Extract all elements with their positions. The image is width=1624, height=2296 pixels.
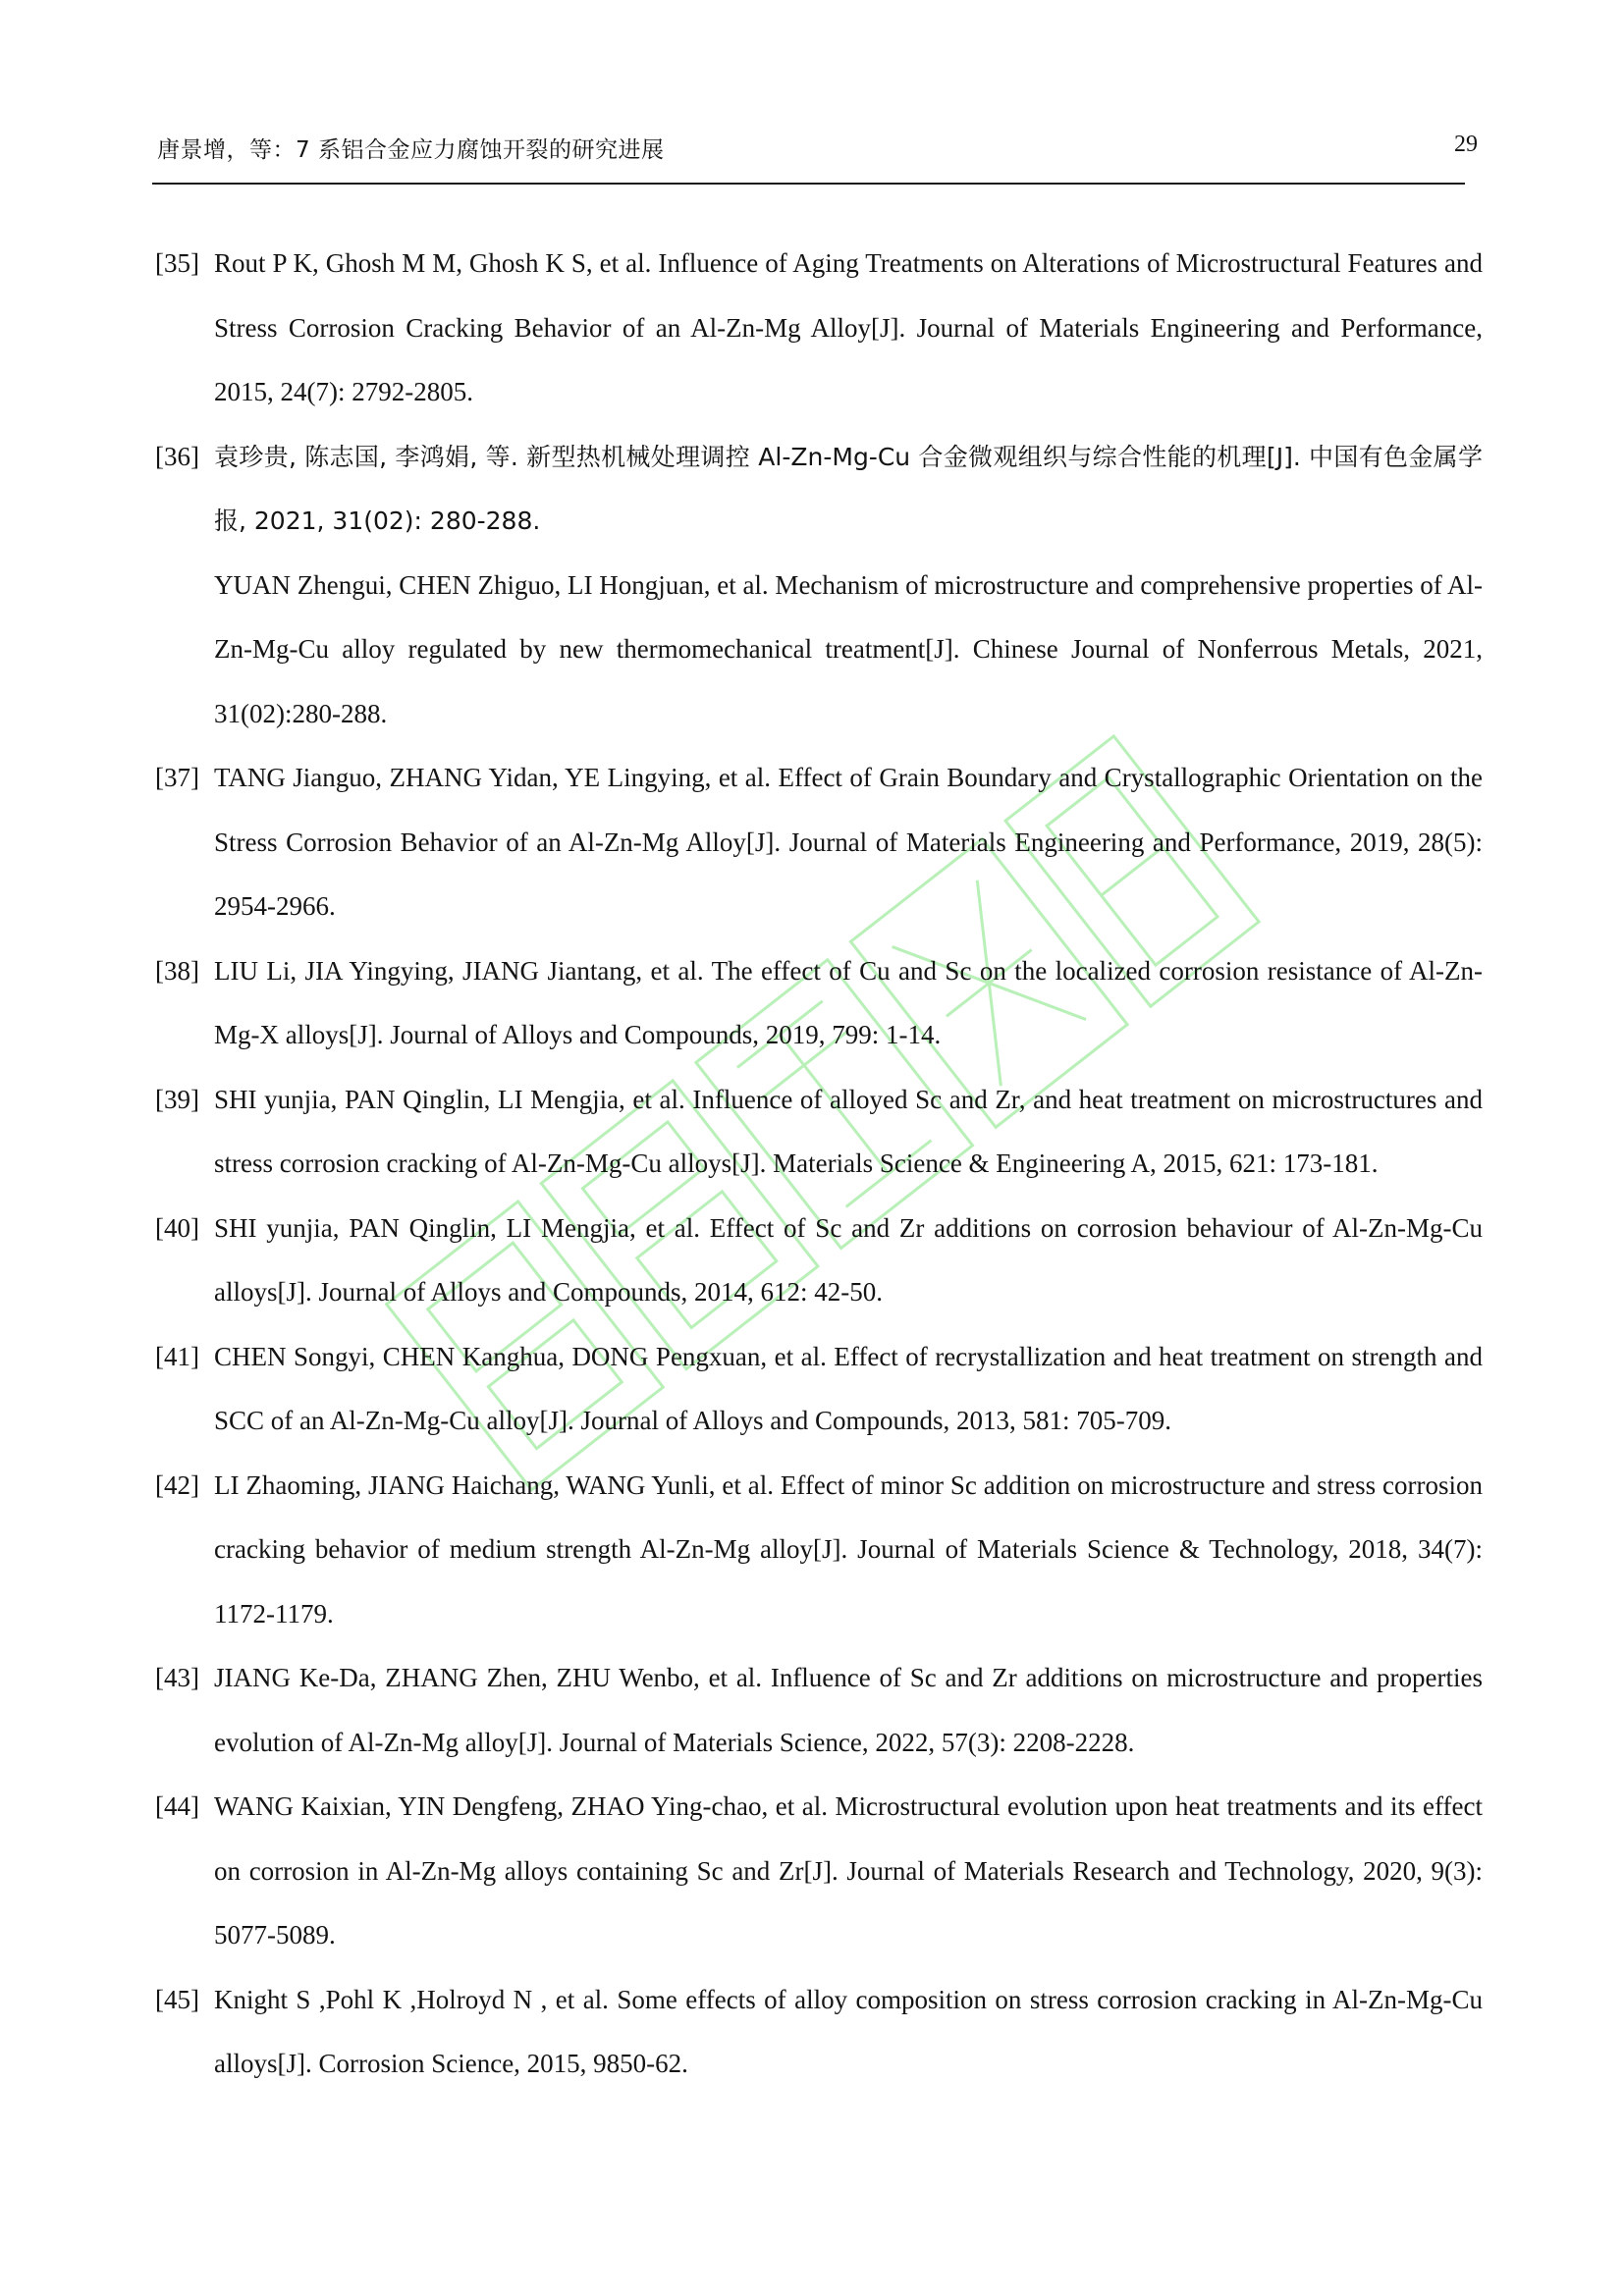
reference-text: SHI yunjia, PAN Qinglin, LI Mengjia, et al. Influence of alloyed Sc and Zr, and heat treatment on microstructures and stress corrosion cracking of Al-Zn-Mg-Cu alloys[J]. Materials Science & Engineering A, 2015, 621: 173-181. (214, 1084, 1483, 1178)
reference-number: [35] (155, 248, 199, 278)
reference-number: [40] (155, 1212, 199, 1243)
reference-text: WANG Kaixian, YIN Dengfeng, ZHAO Ying-chao, et al. Microstructural evolution upon heat treatments and its effect on corrosion in Al-Zn-Mg alloys containing Sc and Zr[J]. Journal of Materials Research and Technology, 2020, 9(3): 5077-5089. (214, 1791, 1483, 1949)
reference-text: JIANG Ke-Da, ZHANG Zhen, ZHU Wenbo, et al. Influence of Sc and Zr additions on microstructure and properties evolution of Al-Zn-Mg alloy[J]. Journal of Materials Science, 2022, 57(3): 2208-2228. (214, 1663, 1483, 1757)
reference-item (155, 425, 1483, 747)
reference-text-chinese: 袁珍贵, 陈志国, 李鸿娟, 等. 新型热机械处理调控 Al-Zn-Mg-Cu 合金微观组织与综合性能的机理[J]. 中国有色金属学报, 2021, 31(02): 280-288. (214, 442, 1483, 535)
reference-number: [36] (155, 441, 199, 471)
reference-text: TANG Jianguo, ZHANG Yidan, YE Lingying, et al. Effect of Grain Boundary and Crystallographic Orientation on the Stress Corrosion Behavior of an Al-Zn-Mg Alloy[J]. Journal of Materials Engineering and Performance, 2019, 28(5): 2954-2966. (214, 763, 1483, 921)
reference-item (155, 1646, 1483, 1775)
header-title: 唐景增，等：7 系铝合金应力腐蚀开裂的研究进展 (157, 137, 665, 163)
reference-item (155, 1068, 1483, 1197)
reference-number: [44] (155, 1791, 199, 1821)
reference-text: Rout P K, Ghosh M M, Ghosh K S, et al. Influence of Aging Treatments on Alterations of Microstructural Features and Stress Corrosion Cracking Behavior of an Al-Zn-Mg Alloy[J]. Journal of Materials Engineering and Performance, 2015, 24(7): 2792-2805. (214, 248, 1483, 406)
reference-text: Knight S ,Pohl K ,Holroyd N , et al. Some effects of alloy composition on stress corrosion cracking in Al-Zn-Mg-Cu alloys[J]. Corrosion Science, 2015, 9850-62. (214, 1984, 1483, 2078)
reference-text-english: YUAN Zhengui, CHEN Zhiguo, LI Hongjuan, et al. Mechanism of microstructure and comprehensive properties of Al-Zn-Mg-Cu alloy regulated by new thermomechanical treatment[J]. Chinese Journal of Nonferrous Metals, 2021, 31(02):280-288. (214, 569, 1483, 728)
reference-number: [37] (155, 763, 199, 792)
reference-number: [41] (155, 1341, 199, 1371)
reference-item (155, 939, 1483, 1068)
reference-text: CHEN Songyi, CHEN Kanghua, DONG Pengxuan, et al. Effect of recrystallization and heat treatment on strength and SCC of an Al-Zn-Mg-Cu alloy[J]. Journal of Alloys and Compounds, 2013, 581: 705-709. (214, 1341, 1483, 1435)
reference-number: [42] (155, 1469, 199, 1500)
reference-item (155, 1197, 1483, 1325)
reference-item (155, 1325, 1483, 1454)
reference-item (155, 746, 1483, 939)
reference-item (155, 1775, 1483, 1968)
reference-number: [45] (155, 1984, 199, 2014)
header-rule (152, 183, 1465, 185)
page-number: 29 (1454, 132, 1478, 157)
reference-number: [43] (155, 1663, 199, 1692)
reference-text: LI Zhaoming, JIANG Haichang, WANG Yunli, et al. Effect of minor Sc addition on microstructure and stress corrosion cracking behavior of medium strength Al-Zn-Mg alloy[J]. Journal of Materials Science & Technology, 2018, 34(7): 1172-1179. (214, 1469, 1483, 1629)
reference-number: [38] (155, 955, 199, 986)
reference-list (155, 232, 1483, 2097)
reference-item (155, 1454, 1483, 1647)
reference-text: LIU Li, JIA Yingying, JIANG Jiantang, et al. The effect of Cu and Sc on the localized corrosion resistance of Al-Zn-Mg-X alloys[J]. Journal of Alloys and Compounds, 2019, 799: 1-14. (214, 955, 1483, 1049)
reference-text: SHI yunjia, PAN Qinglin, LI Mengjia, et al. Effect of Sc and Zr additions on corrosion behaviour of Al-Zn-Mg-Cu alloys[J]. Journal of Alloys and Compounds, 2014, 612: 42-50. (214, 1212, 1483, 1307)
running-header (152, 132, 1478, 173)
reference-item (155, 1968, 1483, 2097)
reference-number: [39] (155, 1084, 199, 1114)
reference-item (155, 232, 1483, 425)
